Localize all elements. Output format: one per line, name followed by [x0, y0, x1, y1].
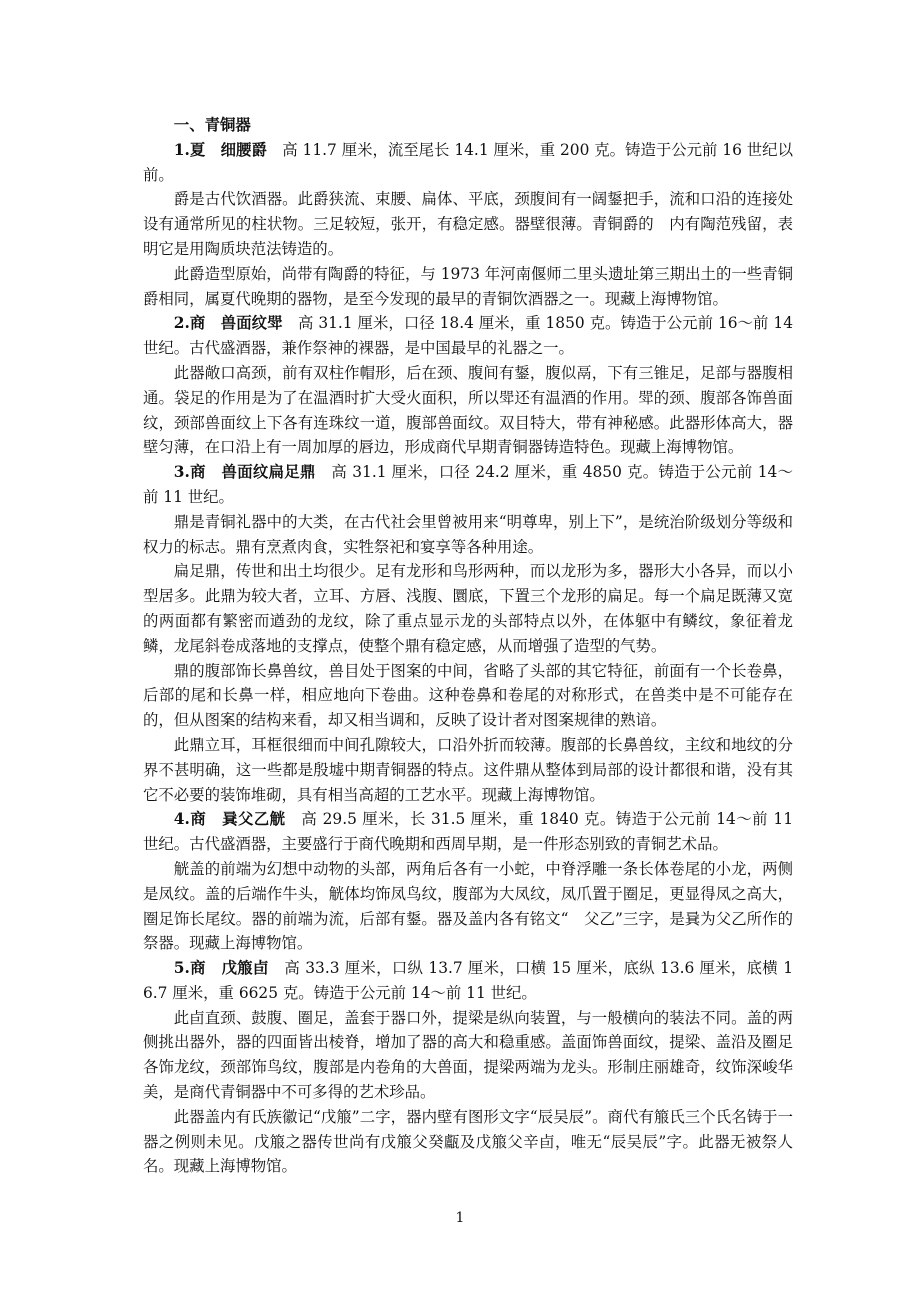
item-5-number: 5.商	[173, 959, 206, 978]
item-3-header	[143, 460, 793, 510]
item-1-spec: 高 11.7 厘米，流至尾长 14.1 厘米，重 200 克。铸造于公元前 16 世纪以前。	[143, 140, 793, 184]
item-2-header	[143, 311, 793, 361]
item-2-name: 兽面纹斝	[220, 314, 283, 333]
item-4-glyph: 㠱	[221, 810, 238, 829]
item-3-paragraph: 鼎的腹部饰长鼻兽纹，兽目处于图案的中间，省略了头部的其它特征，前面有一个长卷鼻，后部的尾和长鼻一样，相应地向下卷曲。这种卷鼻和卷尾的对称形式，在兽类中是不可能存在的，但从图案的结构来看，却又相当调和，反映了设计者对图案规律的熟谙。	[143, 661, 793, 730]
item-4-number: 4.商	[173, 810, 207, 829]
item-5-header	[143, 956, 793, 1006]
item-3-spec: 高 31.1 厘米，口径 24.2 厘米，重 4850 克。铸造于公元前 14～前 11 世纪。	[143, 463, 793, 506]
page-number: 1	[455, 1210, 465, 1226]
item-3-paragraph: 鼎是青铜礼器中的大类，在古代社会里曾被用来“明尊卑，别上下”，是统治阶级划分等级和权力的标志。鼎有烹煮肉食，实牲祭祀和宴享等各种用途。	[143, 512, 793, 556]
item-2-spec: 高 31.1 厘米，口径 18.4 厘米，重 1850 克。铸造于公元前 16～前 14 世纪。古代盛酒器，兼作祭神的裸器，是中国最早的礼器之一。	[143, 314, 793, 358]
item-3-paragraph: 此鼎立耳，耳框很细而中间孔隙较大，口沿外折而较薄。腹部的长鼻兽纹，主纹和地纹的分界不甚明确，这一些都是殷墟中期青铜器的特点。这件鼎从整体到局部的设计都很和谐，没有其它不必要的装饰堆砌，具有相当高超的工艺水平。现藏上海博物馆。	[143, 735, 793, 804]
item-3-paragraph: 扁足鼎，传世和出土均很少。足有龙形和鸟形两种，而以龙形为多，器形大小各异，而以小型居多。此鼎为较大者，立耳、方唇、浅腹、圜底，下置三个龙形的扁足。每一个扁足既薄又宽的两面都有繁密而遒劲的龙纹，除了重点显示龙的头部特点以外，在体躯中有鳞纹，象征着龙鳞，龙尾斜卷成落地的支撑点，使整个鼎有稳定感，从而增强了造型的气势。	[143, 562, 793, 655]
item-3-number: 3.商	[173, 463, 206, 482]
item-3-name: 兽面纹扁足鼎	[221, 463, 316, 482]
item-2-paragraph: 此器敞口高颈，前有双柱作帽形，后在颈、腹间有鋬，腹似鬲，下有三锥足，足部与器腹相通。袋足的作用是为了在温酒时扩大受火面积，所以斝还有温酒的作用。斝的颈、腹部各饰兽面纹，颈部兽面纹上下各有连珠纹一道，腹部兽面纹。双目特大，带有神秘感。此器形体高大，器壁匀薄，在口沿上有一周加厚的唇边，形成商代早期青铜器铸造特色。现藏上海博物馆。	[143, 363, 793, 457]
item-5-paragraph: 此器盖内有氏族徽记“戊箙”二字，器内壁有图形文字“辰吴辰”。商代有箙氏三个氏名铸于一器之例则未见。戊箙之器传世尚有戊箙父癸甗及戊箙父辛卣，唯无“辰吴辰”字。此器无被祭人名。现藏上海博物馆。	[143, 1107, 793, 1176]
document-body	[143, 113, 793, 1179]
item-4-paragraph: 觥盖的前端为幻想中动物的头部，两角后各有一小蛇，中脊浮雕一条长体卷尾的小龙，两侧是凤纹。盖的后端作牛头，觥体均饰凤鸟纹，腹部为大凤纹，凤爪置于圈足，更显得凤之高大，圈足饰长尾纹。器的前端为流，后部有鋬。器及盖内各有铭文“ 父乙”三字，是㠱为父乙所作的祭器。现藏上海博物馆。	[143, 859, 793, 953]
item-4-header	[143, 807, 793, 857]
item-1-paragraph: 爵是古代饮酒器。此爵狭流、束腰、扁体、平底，颈腹间有一阔鋬把手，流和口沿的连接处设有通常所见的柱状物。三足较短，张开，有稳定感。器壁很薄。青铜爵的 内有陶范残留，表明它是用陶质块范法铸造的。	[143, 190, 793, 258]
item-5-paragraph: 此卣直颈、鼓腹、圈足，盖套于器口外，提梁是纵向装置，与一般横向的装法不同。盖的两侧挑出器外，器的四面皆出棱脊，增加了器的高大和稳重感。盖面饰兽面纹，提梁、盖沿及圈足各饰龙纹，颈部饰鸟纹，腹部是内卷角的大兽面，提梁两端为龙头。形制庄丽雄奇，纹饰深峻华美，是商代青铜器中不可多得的艺术珍品。	[143, 1008, 793, 1102]
item-2-number: 2.商	[173, 314, 206, 333]
item-1-name: 细腰爵	[220, 140, 267, 159]
item-4-name: 父乙觥	[237, 810, 286, 829]
section-title: 一、青铜器	[173, 116, 251, 134]
item-5-spec: 高 33.3 厘米，口纵 13.7 厘米，口横 15 厘米，底纵 13.6 厘米，底横 16.7 厘米，重 6625 克。铸造于公元前 14～前 11 世纪。	[143, 959, 793, 1002]
item-1-header	[143, 138, 793, 188]
item-1-paragraph: 此爵造型原始，尚带有陶爵的特征，与 1973 年河南偃师二里头遗址第三期出土的一些青铜爵相同，属夏代晚期的器物，是至今发现的最早的青铜饮酒器之一。现藏上海博物馆。	[143, 264, 793, 308]
item-1-number: 1.夏	[173, 140, 206, 159]
item-4-spec: 高 29.5 厘米，长 31.5 厘米，重 1840 克。铸造于公元前 14～前 11 世纪。古代盛酒器，主要盛行于商代晚期和西周早期，是一件形态别致的青铜艺术品。	[143, 810, 793, 854]
item-5-name: 戊箙卣	[221, 959, 269, 978]
